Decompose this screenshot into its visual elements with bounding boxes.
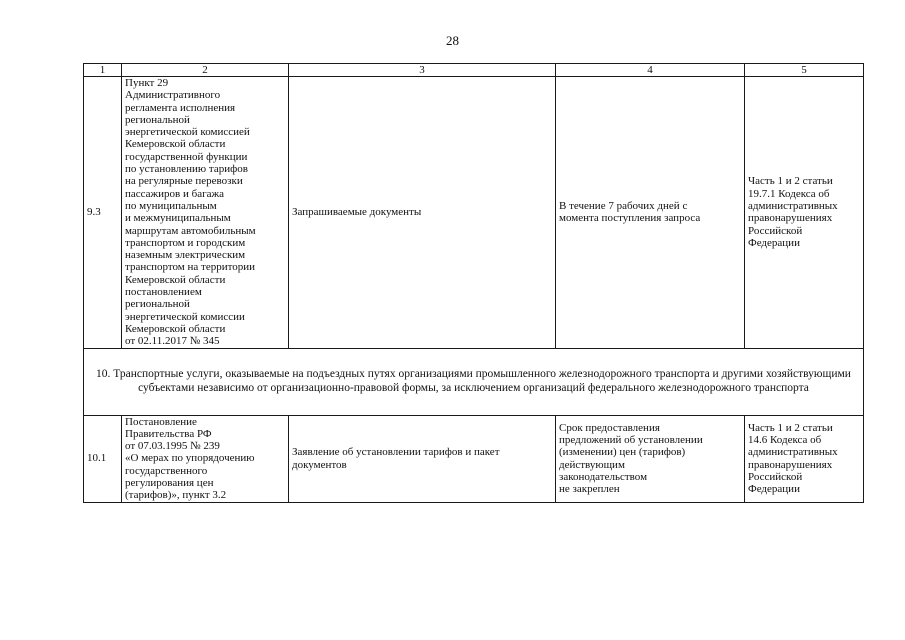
documents-cell: Запрашиваемые документы: [289, 77, 556, 349]
deadline-cell: В течение 7 рабочих дней с момента поступления запроса: [556, 77, 745, 349]
liability-cell: Часть 1 и 2 статьи 14.6 Кодекса об административных правонарушениях Российской Федерации: [745, 415, 864, 502]
column-number: 4: [556, 64, 745, 77]
column-number: 1: [84, 64, 122, 77]
legal-basis-cell: Пункт 29 Административного регламента исполнения региональной энергетической комиссией Кемеровской области государственной функции по установлению тарифов на регулярные перевозки пассажиров и багажа по муниципальным и межмуниципальным маршрутам автомобильным транспортом и городским наземным электрическим транспортом на территории Кемеровской области постановлением региональной энергетической комиссии Кемеровской области от 02.11.2017 № 345: [122, 77, 289, 349]
section-header: 10. Транспортные услуги, оказываемые на подъездных путях организациями промышленного железнодорожного транспорта и другими хозяйствующими субъектами независимо от организационно-правовой формы, за исключением организаций федерального железнодорожного транспорта: [84, 348, 864, 415]
section-header-row: [84, 348, 864, 415]
page-number: 28: [446, 33, 459, 48]
legal-basis-cell: Постановление Правительства РФ от 07.03.1995 № 239 «О мерах по упорядочению государственного регулирования цен (тарифов)», пункт 3.2: [122, 415, 289, 502]
column-number-row: [84, 64, 864, 77]
column-number: 3: [289, 64, 556, 77]
table-row: [84, 77, 864, 349]
column-number: 5: [745, 64, 864, 77]
row-number: 10.1: [84, 415, 122, 502]
requirements-table: [83, 63, 864, 503]
column-number: 2: [122, 64, 289, 77]
row-number: 9.3: [84, 77, 122, 349]
liability-cell: Часть 1 и 2 статьи 19.7.1 Кодекса об административных правонарушениях Российской Федерации: [745, 77, 864, 349]
deadline-cell: Срок предоставления предложений об установлении (изменении) цен (тарифов) действующим законодательством не закреплен: [556, 415, 745, 502]
table-row: [84, 415, 864, 502]
documents-cell: Заявление об установлении тарифов и пакет документов: [289, 415, 556, 502]
